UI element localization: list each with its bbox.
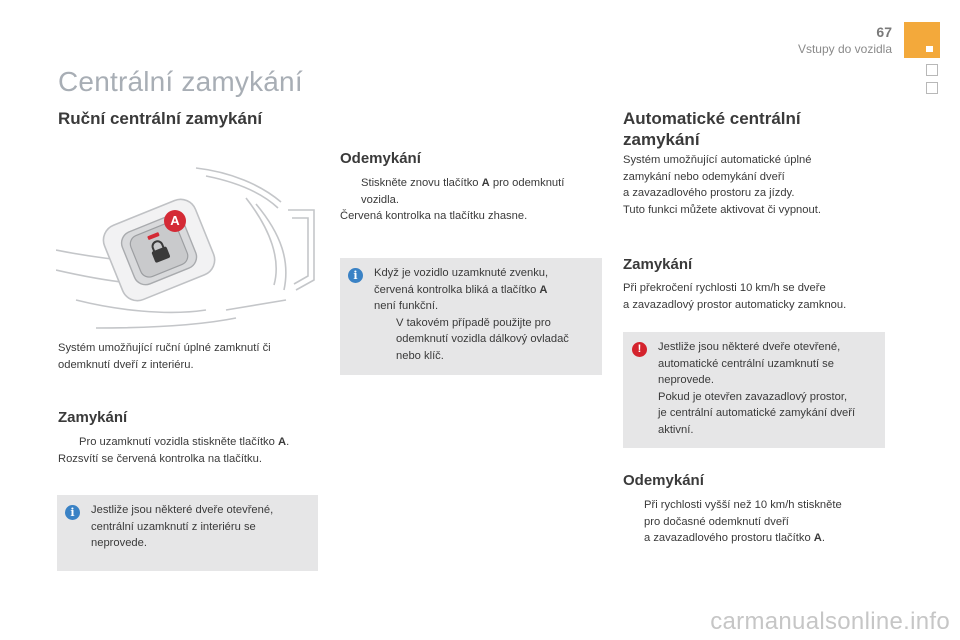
unlocking-note: Červená kontrolka na tlačítku zhasne. [340,210,528,222]
watermark: carmanualsonline.info [710,608,950,635]
bullet-item: V takovém případě použijte pro odemknutí vozidla dálkový ovladač nebo klíč. [396,316,569,362]
manual-locking-heading: Ruční centrální zamykání [58,109,263,128]
chapter-tab[interactable] [926,82,938,94]
info-box: i Když je vozidlo uzamknuté zvenku, červená kontrolka bliká a tlačítko A není funkční. V takovém případě použijte pro odemknutí vozidla dálkový ovladač nebo klíč. [340,258,602,375]
warning-box: ! Jestliže jsou některé dveře otevřené, automatické centrální uzamknutí se neprovede. Pokud je otevřen zavazadlový prostor, je centrální automatické zamykání dveří aktivní. [623,332,885,448]
auto-intro-line: Systém umožňující automatické úplné [623,154,812,166]
manual-intro-line: Systém umožňující ruční úplné zamknutí či [58,342,271,354]
bullet-item: Pro uzamknutí vozidla stiskněte tlačítko A. [79,436,290,448]
chapter-tab[interactable] [926,64,938,76]
info-box: i Jestliže jsou některé dveře otevřené, centrální uzamknutí z interiéru se neprovede. [57,495,318,571]
callout-label: A [164,210,186,232]
bullet-item: Stiskněte znovu tlačítko A pro odemknutí vozidla. [361,177,565,206]
auto-unlocking-subheading: Odemykání [623,472,704,489]
chapter-tab-active[interactable] [904,22,940,58]
unlocking-heading: Odemykání [340,150,421,167]
bullet-item: Při rychlosti vyšší než 10 km/h stiskněte pro dočasné odemknutí dveří a zavazadlového prostoru tlačítko A. [644,499,842,544]
auto-locking-line: a zavazadlový prostor automaticky zamknou. [623,298,847,311]
info-icon: i [65,505,80,520]
warning-icon: ! [632,342,647,357]
auto-locking-subheading: Zamykání [623,256,693,273]
door-switch-illustration [56,160,318,330]
manual-intro-line: odemknutí dveří z interiéru. [58,358,194,371]
auto-intro-line: zamykání nebo odemykání dveří [623,170,785,183]
auto-locking-line: Při překročení rychlosti 10 km/h se dveře [623,282,826,294]
section-title: Vstupy do vozidla [797,42,892,56]
info-icon: i [348,268,363,283]
auto-intro-line: Tuto funkci můžete aktivovat či vypnout. [623,203,821,216]
auto-intro-line: a zavazadlového prostoru za jízdy. [623,187,795,199]
locking-note: Rozsvítí se červená kontrolka na tlačítku. [58,452,262,465]
manual-locking-subheading: Zamykání [58,409,128,426]
page-title: Centrální zamykání [58,66,303,97]
automatic-locking-heading: Automatické centrální zamykání [623,109,801,149]
page-number: 67 [876,24,892,40]
